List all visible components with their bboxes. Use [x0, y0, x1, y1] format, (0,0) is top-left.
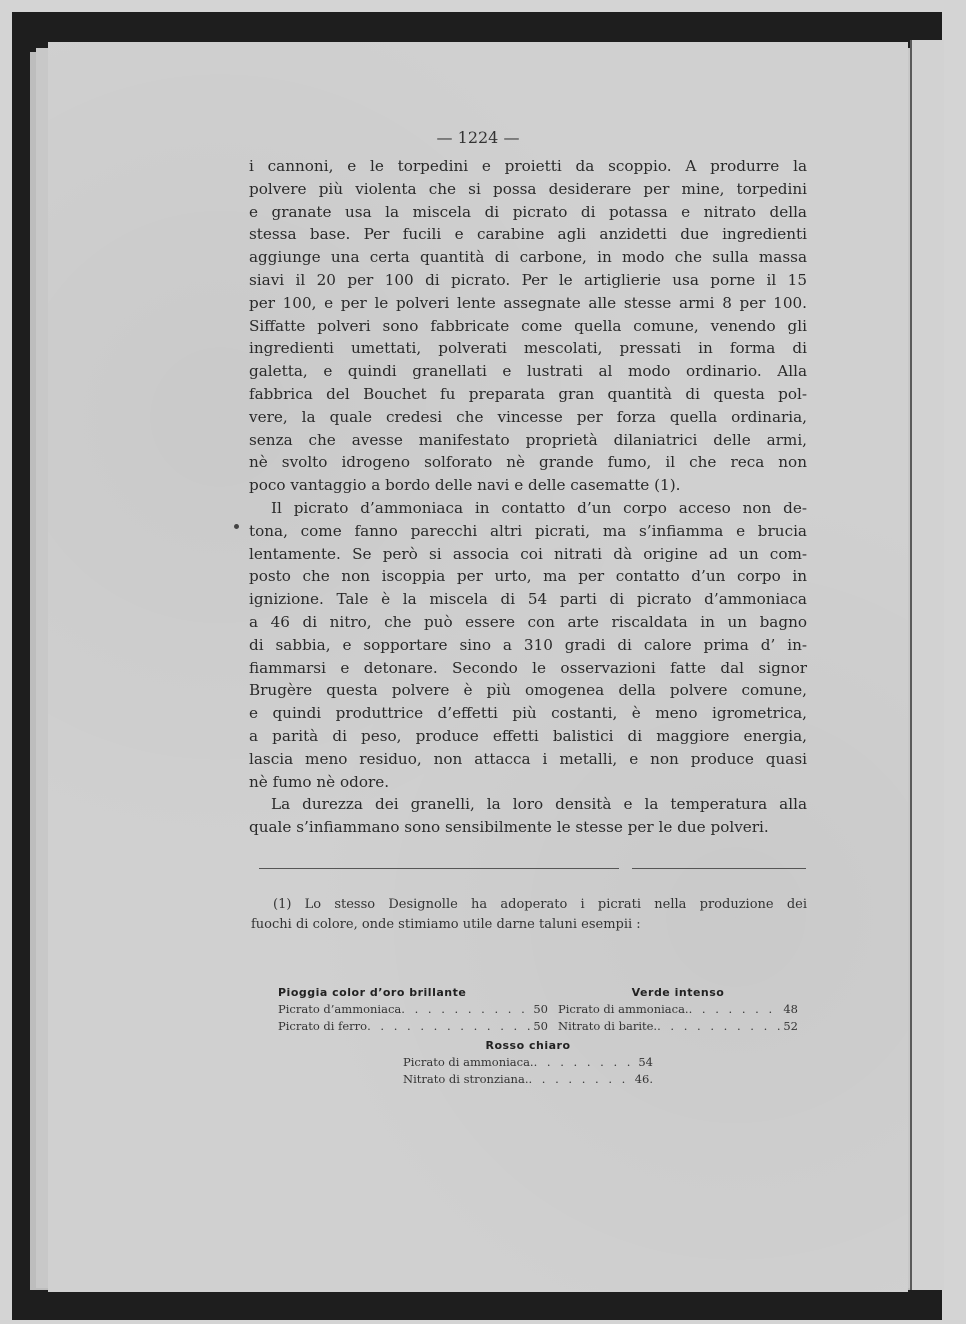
- leader-dots: [367, 1018, 531, 1035]
- recipe-title: Verde intenso: [631, 986, 725, 999]
- text-line: galetta, e quindi granellati e lustrati al modo ordinario. Alla: [249, 362, 807, 381]
- ingredient-name: Picrato di ammoniaca.: [403, 1055, 534, 1069]
- text-line: tona, come fanno parecchi altri picrati, ma s’infiamma e brucia: [249, 521, 807, 540]
- leader-dots: [534, 1054, 637, 1071]
- text-line: e quindi produttrice d’effetti più costanti, è meno igrometrica,: [249, 704, 807, 723]
- ingredient-name: Nitrato di stronziana.: [403, 1072, 529, 1086]
- text-line: Brugère questa polvere è più omogenea della polvere comune,: [249, 681, 807, 700]
- recipe-title: Rosso chiaro: [485, 1039, 571, 1052]
- text-line: nè svolto idrogeno solforato nè grande fumo, il che reca non: [249, 453, 807, 472]
- footnote-line: (1) Lo stesso Designolle ha adoperato i picrati nella produzione dei: [273, 897, 807, 912]
- text-line: di sabbia, e sopportare sino a 310 gradi di calore prima d’ in-: [249, 635, 807, 654]
- paragraph-2: [249, 497, 807, 793]
- text-line: e granate usa la miscela di picrato di potassa e nitrato della: [249, 202, 807, 221]
- text-line: ingredienti umettati, polverati mescolati, pressati in forma di: [249, 339, 807, 358]
- text-line: Siffatte polveri sono fabbricate come quella comune, venendo gli: [249, 316, 807, 335]
- recipe-item: [558, 1001, 798, 1018]
- footnote-separator: [632, 868, 806, 869]
- footnote: [251, 895, 807, 935]
- leader-dots: [657, 1018, 781, 1035]
- recipe-table: [278, 984, 798, 1088]
- ingredient-value: 46.: [634, 1072, 653, 1086]
- text-line: a 46 di nitro, che può essere con arte riscaldata in un bagno: [249, 612, 807, 631]
- ingredient-name: Picrato di ammoniaca.: [558, 1002, 689, 1016]
- recipe-block: [403, 1037, 653, 1088]
- paragraph-3: [249, 793, 807, 839]
- recipe-item: [403, 1071, 653, 1088]
- text-line: stessa base. Per fucili e carabine agli anzidetti due ingredienti: [249, 225, 807, 244]
- ingredient-value: 50: [533, 1002, 548, 1016]
- text-line: fiammarsi e detonare. Secondo le osservazioni fatte dal signor: [249, 658, 807, 677]
- text-line: lentamente. Se però si associa coi nitrati dà origine ad un com-: [249, 544, 807, 563]
- ingredient-value: 52: [783, 1019, 798, 1033]
- page-number: — 1224 —: [436, 128, 520, 147]
- text-line: ignizione. Tale è la miscela di 54 parti di picrato d’ammoniaca: [249, 590, 807, 609]
- body-text: [249, 155, 807, 839]
- recipe-block: [278, 984, 548, 1035]
- leader-dots: [401, 1001, 531, 1018]
- recipe-title: Pioggia color d’oro brillante: [278, 986, 467, 999]
- text-line: Il picrato d’ammoniaca in contatto d’un corpo acceso non de-: [271, 498, 807, 517]
- text-line: quale s’infiammano sono sensibilmente le stesse per le due polveri.: [249, 818, 769, 837]
- footnote-separator: [259, 868, 619, 869]
- recipe-block: [558, 984, 798, 1035]
- text-line: nè fumo nè odore.: [249, 772, 390, 791]
- text-line: lascia meno residuo, non attacca i metalli, e non produce quasi: [249, 749, 807, 768]
- text-line: polvere più violenta che si possa desiderare per mine, torpedini: [249, 179, 807, 198]
- leader-dots: [528, 1071, 632, 1088]
- paragraph-1: [249, 155, 807, 497]
- recipe-item: [403, 1054, 653, 1071]
- ingredient-value: 54: [638, 1055, 653, 1069]
- recipe-item: [558, 1018, 798, 1035]
- text-line: poco vantaggio a bordo delle navi e delle casematte (1).: [249, 476, 681, 495]
- text-line: vere, la quale credesi che vincesse per forza quella ordinaria,: [249, 407, 807, 426]
- ingredient-name: Picrato d’ammoniaca: [278, 1002, 402, 1016]
- text-line: i cannoni, e le torpedini e proietti da scoppio. A produrre la: [249, 157, 807, 175]
- ingredient-name: Picrato di ferro: [278, 1019, 368, 1033]
- margin-mark: [234, 524, 239, 529]
- text-line: a parità di peso, produce effetti balistici di maggiore energia,: [249, 726, 807, 745]
- footnote-line: fuochi di colore, onde stimiamo utile darne taluni esempii :: [251, 917, 641, 932]
- adjacent-page-edge: [910, 40, 944, 1290]
- ingredient-value: 48: [783, 1002, 798, 1016]
- leader-dots: [689, 1001, 782, 1018]
- ingredient-value: 50: [533, 1019, 548, 1033]
- recipe-item: [278, 1001, 548, 1018]
- book-page: [48, 42, 908, 1292]
- text-line: posto che non iscoppia per urto, ma per contatto d’un corpo in: [249, 567, 807, 586]
- text-line: per 100, e per le polveri lente assegnate alle stesse armi 8 per 100.: [249, 293, 807, 312]
- text-line: fabbrica del Bouchet fu preparata gran quantità di questa pol-: [249, 384, 807, 403]
- text-line: siavi il 20 per 100 di picrato. Per le artiglierie usa porne il 15: [249, 270, 807, 289]
- text-line: La durezza dei granelli, la loro densità e la temperatura alla: [271, 795, 807, 814]
- ingredient-name: Nitrato di barite.: [558, 1019, 658, 1033]
- text-line: aggiunge una certa quantità di carbone, in modo che sulla massa: [249, 248, 807, 267]
- text-line: senza che avesse manifestato proprietà dilaniatrici delle armi,: [249, 430, 807, 449]
- recipe-item: [278, 1018, 548, 1035]
